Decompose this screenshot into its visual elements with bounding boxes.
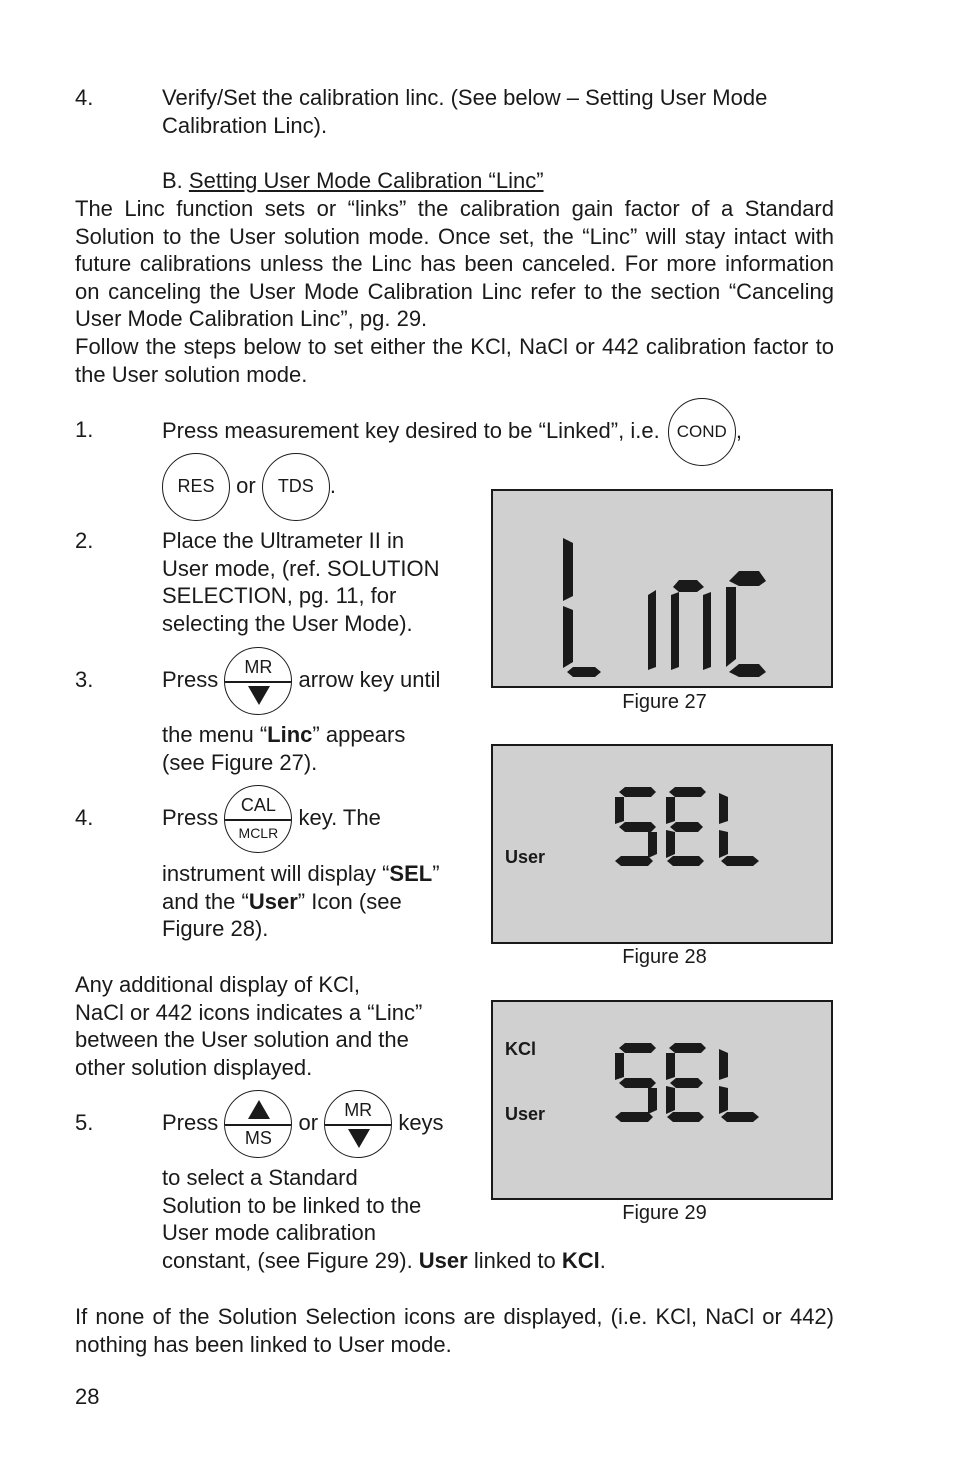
text-line: SELECTION, pg. 11, for	[162, 583, 397, 608]
text-bold: Linc	[267, 722, 313, 747]
additional-paragraph	[75, 971, 422, 1081]
step-1-keys-line	[162, 452, 336, 520]
text-fragment: the menu “	[162, 722, 268, 747]
text-after: keys	[398, 1110, 444, 1135]
intro-paragraph: The Linc function sets or “links” the calibration gain factor of a Standard Solution to the User solution mode. Once set, the “Linc” will stay intact with future calibrations unless the Linc has been canceled. For more information on canceling the User Mode Calibration Linc refer to the section “Canceling User Mode Calibration Linc”, pg. 29.	[75, 196, 834, 331]
text-line: to select a Standard	[162, 1165, 358, 1190]
text-fragment: instrument will display “	[162, 861, 390, 886]
figure-caption: Figure 28	[622, 946, 707, 968]
key-label: MCLR	[238, 825, 279, 842]
text-line	[162, 860, 440, 888]
user-icon: User	[505, 1104, 546, 1124]
lcd-display-figure-27	[491, 489, 833, 688]
key-label: CAL	[240, 795, 276, 816]
text-bold: User	[248, 888, 298, 914]
text-fragment: ” appears	[312, 722, 406, 747]
text-line: Any additional display of KCl,	[75, 972, 360, 997]
step-2-text	[162, 527, 440, 637]
key-label: RES	[177, 476, 215, 497]
cond-key-icon	[668, 398, 736, 466]
text-line: Solution to be linked to the	[162, 1192, 422, 1218]
user-icon: User	[505, 847, 546, 867]
lcd-display-figure-29	[491, 1000, 833, 1200]
follow-paragraph: Follow the steps below to set either the KCl, NaCl or 442 calibration factor to the User solution mode.	[75, 334, 834, 387]
text-fragment: ” Icon (see	[297, 888, 402, 914]
step-text: Verify/Set the calibration linc. (See below – Setting User Mode Calibration Linc).	[162, 85, 768, 138]
step-number: 3.	[75, 667, 94, 692]
text-line: Figure 28).	[162, 916, 269, 941]
section-letter: B.	[162, 168, 183, 193]
page-number: 28	[75, 1384, 100, 1409]
mr-down-key-icon	[224, 647, 292, 715]
tds-key-icon	[262, 453, 330, 521]
step-number: 5.	[75, 1110, 94, 1135]
text-fragment: .	[599, 1247, 606, 1273]
text-line: User mode calibration	[162, 1220, 376, 1245]
text-bold: KCl	[561, 1247, 600, 1273]
text-after: key. The	[298, 805, 381, 830]
text-line	[162, 888, 440, 916]
lcd-linc-segments	[493, 491, 831, 686]
step-3-line	[162, 646, 440, 714]
lcd-sel-segments	[493, 1002, 831, 1198]
section-title: Setting User Mode Calibration “Linc”	[188, 168, 544, 193]
text-fragment: and the “	[162, 888, 249, 914]
final-paragraph: If none of the Solution Selection icons are displayed, (i.e. KCl, NaCl or 442) nothing has been linked to User mode.	[75, 1304, 834, 1357]
text-press: Press	[162, 1110, 219, 1135]
text-line: (see Figure 27).	[162, 749, 318, 775]
down-arrow-icon	[325, 1125, 391, 1151]
kcl-icon: KCl	[505, 1039, 536, 1059]
key-label: COND	[676, 422, 727, 442]
text-line: User mode, (ref. SOLUTION	[162, 555, 440, 581]
text-bold: SEL	[389, 861, 433, 886]
lcd-sel-segments	[493, 746, 831, 942]
key-label: TDS	[277, 476, 314, 497]
text-fragment: constant, (see Figure 29).	[162, 1247, 419, 1273]
section-heading	[162, 167, 544, 195]
period: .	[329, 473, 336, 498]
text-press: Press	[162, 667, 219, 692]
text-line: between the User solution and the	[75, 1027, 409, 1052]
step-number: 2.	[75, 528, 94, 553]
text-after: arrow key until	[298, 667, 441, 692]
up-arrow-icon	[225, 1097, 291, 1123]
step-4-text	[162, 860, 440, 943]
key-label: MS	[244, 1128, 272, 1149]
step-number: 1.	[75, 417, 94, 442]
step-3-text	[162, 721, 405, 776]
step-4-line	[162, 784, 381, 852]
step-5-line	[162, 1089, 444, 1157]
text-fragment: ”	[432, 861, 440, 886]
text-line	[162, 721, 405, 749]
text-line	[162, 1247, 606, 1275]
text-press: Press	[162, 805, 219, 830]
comma: ,	[735, 418, 742, 443]
text-bold: User	[418, 1247, 468, 1273]
key-label: MR	[244, 657, 273, 678]
text-line: other solution displayed.	[75, 1054, 313, 1080]
text-line: Place the Ultrameter II in	[162, 528, 405, 553]
lcd-display-figure-28	[491, 744, 833, 944]
text-fragment: linked to	[467, 1247, 562, 1273]
step-number: 4.	[75, 805, 94, 830]
res-key-icon	[162, 453, 230, 521]
figure-caption: Figure 27	[622, 691, 707, 713]
figure-caption: Figure 29	[622, 1202, 707, 1224]
cal-mclr-key-icon	[224, 785, 292, 853]
step-number: 4.	[75, 85, 94, 110]
key-label: MR	[344, 1100, 373, 1121]
text-line: selecting the User Mode).	[162, 610, 413, 636]
down-arrow-icon	[225, 682, 291, 708]
mr-down-key-icon	[324, 1090, 392, 1158]
or-text: or	[298, 1110, 319, 1135]
ms-up-key-icon	[224, 1090, 292, 1158]
step-text: Press measurement key desired to be “Linked”, i.e.	[162, 418, 660, 443]
or-text: or	[236, 473, 256, 498]
text-line: NaCl or 442 icons indicates a “Linc”	[75, 999, 423, 1025]
